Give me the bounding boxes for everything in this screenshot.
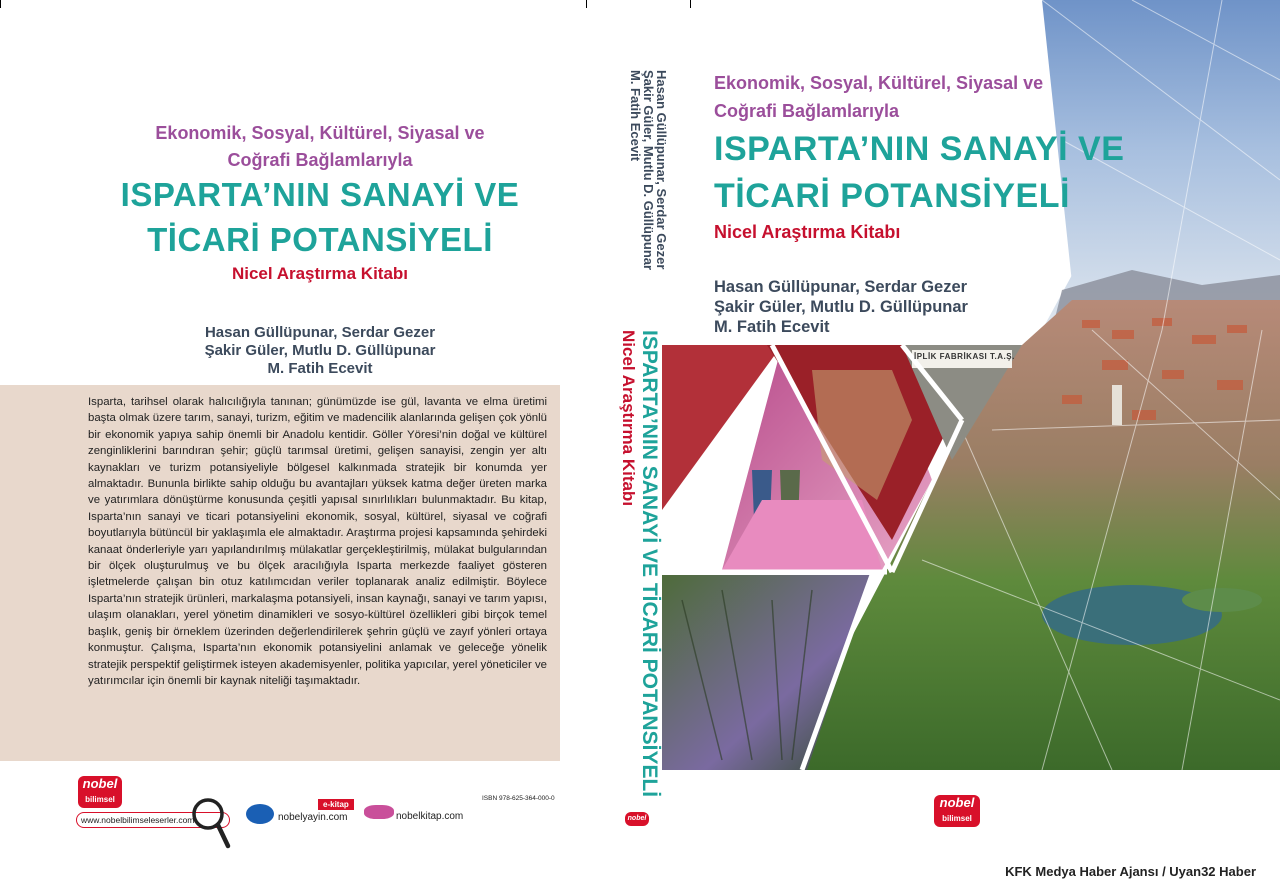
nobelyayin-site[interactable]: nobelyayin.com xyxy=(278,812,348,823)
front-authors-line1: Hasan Güllüpunar, Serdar Gezer xyxy=(714,278,968,296)
back-authors-line3: M. Fatih Ecevit xyxy=(267,360,373,377)
front-authors-line2: Şakir Güler, Mutlu D. Güllüpunar xyxy=(714,298,968,316)
spine-title: ISPARTA’NIN SANAYİ VE TİCARİ POTANSİYELİ xyxy=(638,330,661,798)
crop-mark xyxy=(0,0,1,8)
front-title-line2: TİCARİ POTANSİYELİ xyxy=(714,177,1070,215)
back-title-line2: TİCARİ POTANSİYELİ xyxy=(147,221,493,258)
back-authors-line1: Hasan Güllüpunar, Serdar Gezer xyxy=(204,324,436,341)
back-title-line1: ISPARTA’NIN SANAYİ VE xyxy=(120,176,520,213)
back-subtitle-line2: Coğrafi Bağlamlarıyla xyxy=(227,150,413,170)
spine-title-group xyxy=(618,330,660,850)
back-blurb-text: Isparta, tarihsel olarak halıcılığıyla tanınan; günümüzde ise gül, lavanta ve elma üretimi başta olmak üzere tarım, sanayi, turizm, eğitim ve madencilik alanlarında gelişen çok yönlü bir ekonomik yapıya sahip önemli bir Anadolu kentidir. Göller Yöresi’nin doğal ve kültürel zenginliklerini barındıran şehir; güçlü tarımsal üretimi, gelişen sanayisi, zengin yer altı kaynakları ve turizm potansiyeliyle bölgesel kalkınmada stratejik bir konumda yer almaktadır. Bununla birlikte sahip olduğu bu avantajları yüksek katma değer üreten marka ve yatırımlara dönüştürme konusunda çeşitli yapısal sınırlılıkları bulunmaktadır. Bu kitap, Isparta’nın sanayi ve ticari potansiyelini ekonomik, sosyal, kültürel, siyasal ve coğrafi boyutlarıyla bütüncül bir yaklaşımla ele almaktadır. Araştırma projesi kapsamında şehirdeki kanaat önderleriyle yarı yapılandırılmış mülakatlar gerçekleştirilmiş, mülakat bulgularından bir ölçek oluşturulmuş ve bu ölçek aracılığıyla Isparta merkezde faaliyet gösteren işletmelerde çalışan bin otuz katılımcıdan veriler toplanarak analiz edilmiştir. Böylece Isparta’nın stratejik ürünleri, markalaşma potansiyeli, insan kaynağı, sanayi ve tarım yapısı, ulaşım olanakları, yerel yönetim dinamikleri ve sosyo-kültürel özellikleri gibi birçok temel başlık, geniş bir örneklem üzerinden değerlendirilerek şehrin güçlü ve zayıf yönleri ortaya konmuştur. Çalışma, Isparta’nın ekonomik potansiyelini anlamak ve geleceğe yönelik stratejik perspektif geliştirmek isteyen akademisyenler, politika yapıcılar, yerel yöneticiler ve yatırımcılar için önemli bir kaynak niteliği taşımaktadır. xyxy=(88,396,547,687)
spine-authors-line3: M. Fatih Ecevit xyxy=(628,70,643,162)
isbn-text: ISBN 978-625-364-000-0 xyxy=(482,795,555,802)
back-authors-line2: Şakir Güler, Mutlu D. Güllüpunar xyxy=(204,342,436,359)
watermark: KFK Medya Haber Ajansı / Uyan32 Haber xyxy=(1005,864,1256,879)
website-link[interactable]: www.nobelbilimseleserler.com xyxy=(81,815,195,825)
front-authors-line3: M. Fatih Ecevit xyxy=(714,318,830,336)
factory-sign: İPLİK FABRİKASI T.A.Ş. xyxy=(914,352,1015,361)
ekitap-badge: e-kitap xyxy=(318,799,354,810)
front-subtitle-line2: Coğrafi Bağlamlarıyla xyxy=(714,101,900,121)
front-tagline: Nicel Araştırma Kitabı xyxy=(714,222,901,242)
logo-nobel-text: nobel xyxy=(82,776,118,791)
spine-authors-line1: Hasan Güllüpunar, Serdar Gezer xyxy=(654,70,669,270)
front-subtitle-line1: Ekonomik, Sosyal, Kültürel, Siyasal ve xyxy=(714,73,1044,93)
logo-bilimsel-text: bilimsel xyxy=(85,795,115,804)
back-subtitle-line1: Ekonomik, Sosyal, Kültürel, Siyasal ve xyxy=(155,123,485,143)
spine-tagline: Nicel Araştırma Kitabı xyxy=(619,330,638,507)
back-blurb-panel xyxy=(0,385,560,761)
magnifier-icon xyxy=(190,796,232,850)
spine xyxy=(612,60,668,820)
spine-authors-line2: Şakir Güler, Mutlu D. Güllüpunar xyxy=(641,70,656,271)
back-tagline: Nicel Araştırma Kitabı xyxy=(231,264,409,283)
front-nobel-logo xyxy=(934,795,980,827)
front-logo-nobel-text: nobel xyxy=(939,795,975,810)
front-logo-bilimsel-text: bilimsel xyxy=(942,814,972,823)
nobelkitap-site[interactable]: nobelkitap.com xyxy=(396,811,464,822)
nobel-bilimsel-logo xyxy=(78,776,122,808)
nobelyayin-logo-icon xyxy=(246,804,274,824)
nobelkitap-logo-icon xyxy=(364,805,394,819)
spine-nobel-logo: nobel xyxy=(625,812,649,826)
crop-mark xyxy=(586,0,587,8)
front-title-line1: ISPARTA’NIN SANAYİ VE xyxy=(714,130,1125,168)
